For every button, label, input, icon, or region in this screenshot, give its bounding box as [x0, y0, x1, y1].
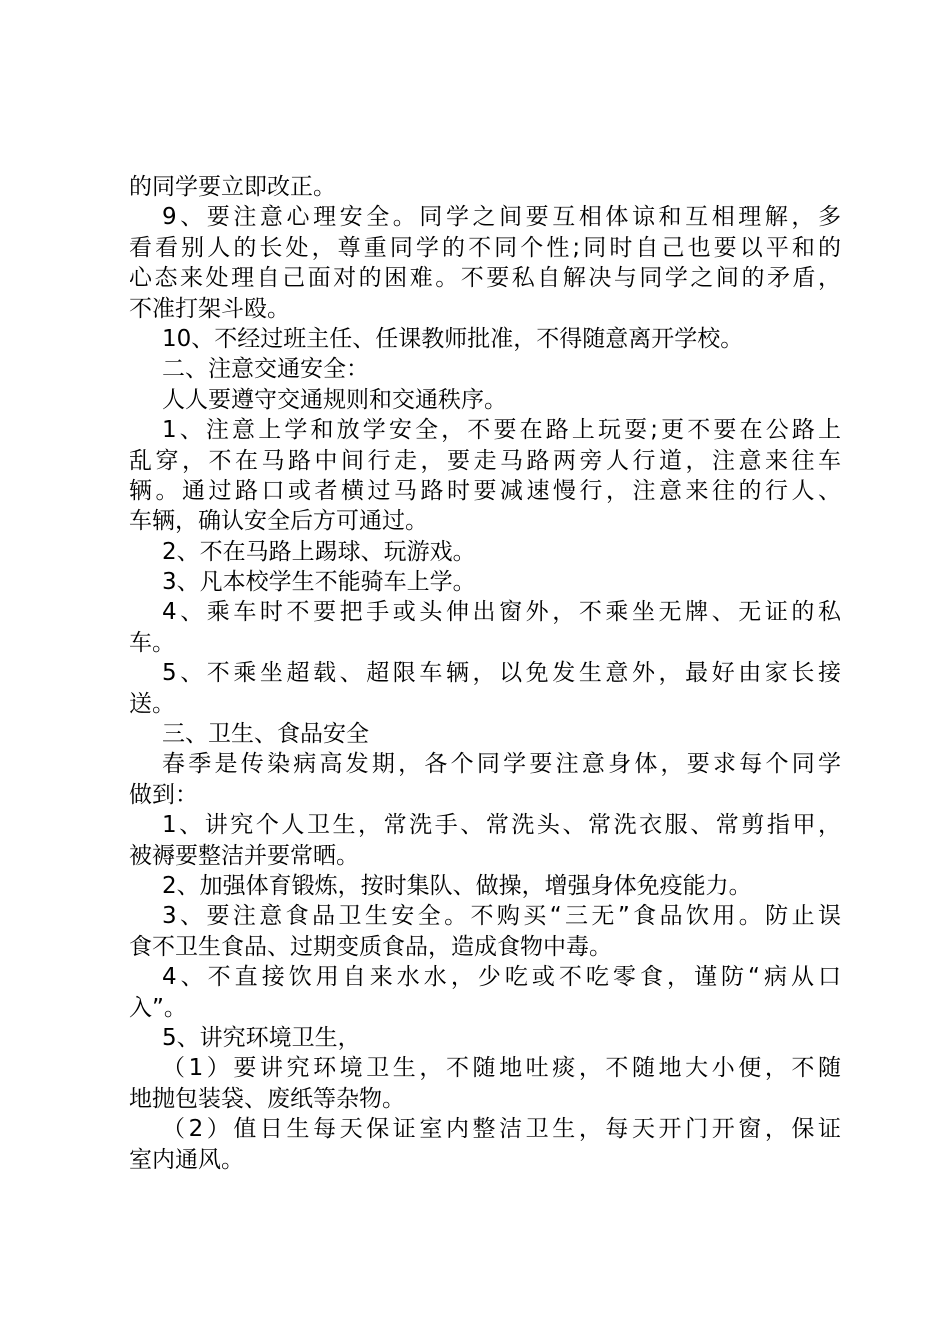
document-body — [129, 172, 841, 1175]
text-line: 4、不直接饮用自来水水，少吃或不吃零食，谨防“病从口 — [162, 964, 841, 991]
text-line: 4、乘车时不要把手或头伸出窗外，不乘坐无牌、无证的私 — [162, 599, 841, 626]
text-line: 3、要注意食品卫生安全。不购买“三无”食品饮用。防止误 — [162, 903, 841, 930]
text-line: 9、要注意心理安全。同学之间要互相体谅和互相理解，多 — [162, 204, 841, 231]
text-line: 辆。通过路口或者横过马路时要减速慢行，注意来往的行人、 — [129, 477, 841, 504]
section-heading: 二、注意交通安全： — [162, 356, 369, 383]
text-line: 2、不在马路上踢球、玩游戏。 — [162, 538, 476, 565]
text-line: 人人要遵守交通规则和交通秩序。 — [162, 386, 507, 413]
text-line: 被褥要整洁并要常晒。 — [129, 842, 359, 869]
text-line: 1、注意上学和放学安全，不要在路上玩耍;更不要在公路上 — [162, 417, 841, 444]
text-line: 3、凡本校学生不能骑车上学。 — [162, 569, 476, 596]
text-line: 室内通风。 — [129, 1146, 244, 1173]
text-line: 1、讲究个人卫生，常洗手、常洗头、常洗衣服、常剪指甲， — [162, 812, 841, 839]
text-line: 心态来处理自己面对的困难。不要私自解决与同学之间的矛盾， — [129, 265, 841, 292]
text-line: 车。 — [129, 629, 175, 656]
text-line: 的同学要立即改正。 — [129, 174, 336, 200]
text-line: 春季是传染病高发期，各个同学要注意身体，要求每个同学 — [162, 751, 841, 778]
text-line: 2、加强体育锻炼，按时集队、做操，增强身体免疫能力。 — [162, 872, 752, 899]
section-heading: 三、卫生、食品安全 — [162, 721, 369, 748]
text-line: 送。 — [129, 690, 175, 717]
text-line: 不准打架斗殴。 — [129, 295, 290, 322]
text-line: （2）值日生每天保证室内整洁卫生，每天开门开窗，保证 — [162, 1116, 841, 1143]
text-line: 食不卫生食品、过期变质食品，造成食物中毒。 — [129, 933, 612, 960]
text-line: 做到： — [129, 781, 198, 808]
text-line: 入”。 — [129, 994, 187, 1021]
text-line: （1）要讲究环境卫生，不随地吐痰，不随地大小便，不随 — [162, 1055, 841, 1082]
text-line: 看看别人的长处，尊重同学的不同个性;同时自己也要以平和的 — [129, 234, 841, 261]
text-line: 地抛包装袋、废纸等杂物。 — [129, 1085, 405, 1112]
text-line: 10、不经过班主任、任课教师批准，不得随意离开学校。 — [162, 325, 744, 352]
text-line: 5、不乘坐超载、超限车辆，以免发生意外，最好由家长接 — [162, 660, 841, 687]
text-line: 车辆，确认安全后方可通过。 — [129, 508, 428, 535]
text-line: 5、讲究环境卫生， — [162, 1024, 361, 1051]
text-line: 乱穿，不在马路中间行走，要走马路两旁人行道，注意来往车 — [129, 447, 841, 474]
